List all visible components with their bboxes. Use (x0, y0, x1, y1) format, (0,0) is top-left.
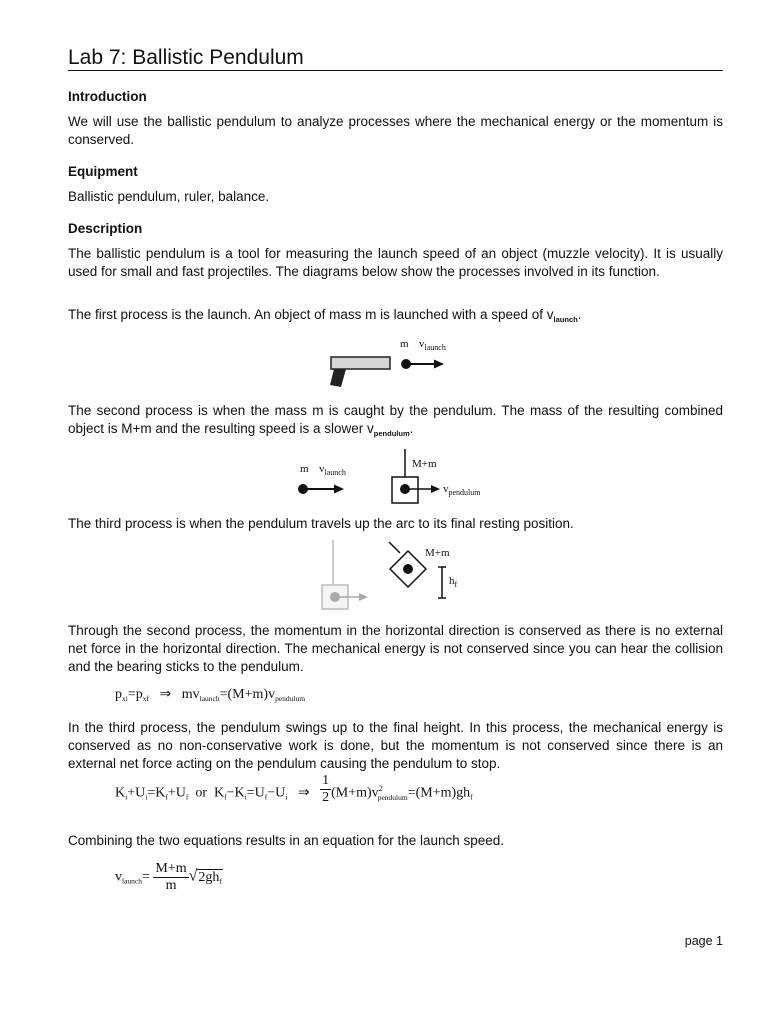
description-paragraph-1: The ballistic pendulum is a tool for measuring the launch speed of an object (muzzle velocity). It is usually used for small and fast projectiles. The diagrams below show the processes involved in its function. (68, 246, 723, 279)
d2-mass-label: m (300, 463, 309, 475)
launcher-grip (330, 369, 346, 387)
d1-mass-label: m (400, 338, 409, 350)
mass-ratio-fraction: $\frac{M+m}{m}$ (155, 861, 187, 893)
pendulum-velocity-arrowhead (431, 485, 440, 493)
velocity-arrowhead (434, 360, 444, 369)
energy-equation: $K_i+U_i=K_f+U_f$ or $K_f-K_i=U_f-U_i$ ⇒ $\frac{1}{2}$ $(M+m)v^2_{pendulum}=(M+m)gh_f$ (115, 773, 473, 805)
swung-embedded-mass (403, 564, 413, 574)
velocity-arrowhead (334, 485, 344, 494)
page-number: page 1 (684, 934, 723, 948)
one-half-fraction: $\frac{1}{2}$ (322, 773, 330, 805)
equipment-heading: Equipment (68, 164, 138, 179)
page-title: Lab 7: Ballistic Pendulum (68, 46, 304, 69)
description-paragraph-4: The third process is when the pendulum travels up the arc to its final resting position. (68, 516, 574, 531)
d3-combined-mass-label: M+m (425, 547, 450, 559)
sqrt-symbol: √ (188, 867, 198, 885)
d2-pendulum-velocity-label: $v_{pendulum}$ (443, 483, 481, 498)
introduction-text: We will use the ballistic pendulum to analyze processes where the mechanical energy or the momentum is conserved. (68, 114, 723, 147)
d2-velocity-label: $v_{launch}$ (319, 463, 346, 478)
description-paragraph-5: Through the second process, the momentum in the horizontal direction is conserved as there is no external net force in the horizontal direction. The mechanical energy is not conserved since you can hear the collision and the bearing sticks to the pendulum. (68, 623, 723, 674)
description-paragraph-3: The second process is when the mass m is caught by the pendulum. The mass of the resulting combined object is M+m and the resulting speed is a slower $v_{pendulum}$. (68, 403, 723, 438)
sqrt-argument: $2gh_f$ (198, 869, 222, 886)
d1-velocity-label: $v_{launch}$ (419, 338, 446, 353)
swung-pendulum-string (389, 542, 400, 553)
d3-height-label: $h_f$ (449, 575, 458, 590)
introduction-heading: Introduction (68, 89, 147, 104)
title-rule (68, 70, 723, 71)
description-paragraph-7: Combining the two equations results in an equation for the launch speed. (68, 833, 505, 848)
collision-diagram (290, 447, 450, 509)
initial-velocity-arrowhead (359, 593, 368, 601)
d2-combined-mass-label: M+m (412, 458, 437, 470)
description-paragraph-6: In the third process, the pendulum swings up to the final height. In this process, the mechanical energy is conserved as no non-conservative work is done, but the momentum is not conserved since there is an external net force acting on the pendulum causing the pendulum to stop. (68, 720, 723, 771)
launcher-barrel (331, 357, 390, 369)
equipment-text: Ballistic pendulum, ruler, balance. (68, 189, 270, 204)
launch-speed-equation: $v_{launch}=$ $\frac{M+m}{m}$ $√2gh_f$ (115, 861, 222, 893)
description-heading: Description (68, 221, 143, 236)
description-paragraph-2: The first process is the launch. An object of mass m is launched with a speed of $v_{launch}$. (68, 307, 582, 324)
momentum-equation: $p_{xi}=p_{xf}$ ⇒ $mv_{launch}=(M+m)v_{pendulum}$ (115, 687, 306, 703)
